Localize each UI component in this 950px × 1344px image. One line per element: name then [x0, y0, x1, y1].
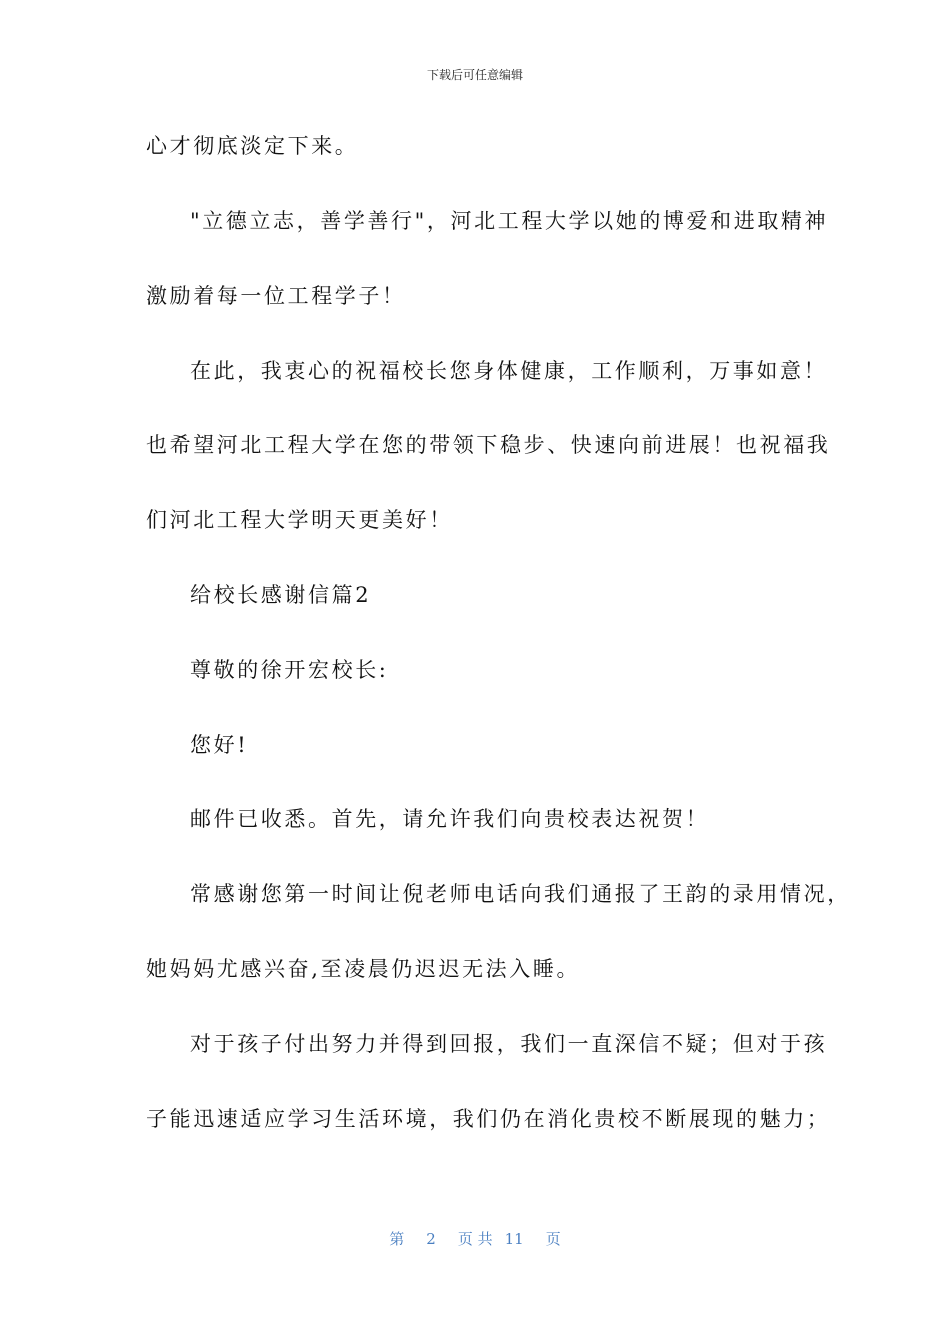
- text-line-4: 在此，我衷心的祝福校长您身体健康，工作顺利，万事如意！: [190, 359, 828, 383]
- footer-prefix: 第: [389, 1230, 405, 1248]
- footer-total-pages: 11: [504, 1230, 524, 1248]
- footer-suffix: 页: [545, 1230, 561, 1248]
- text-line-13: 对于孩子付出努力并得到回报，我们一直深信不疑；但对于孩: [190, 1032, 828, 1056]
- text-line-14: 子能迅速适应学习生活环境，我们仍在消化贵校不断展现的魅力；: [146, 1107, 831, 1131]
- text-line-2: "立德立志，善学善行"，河北工程大学以她的博爱和进取精神: [190, 209, 829, 233]
- greeting: 您好!: [190, 733, 249, 757]
- footer-current-page: 2: [426, 1230, 436, 1248]
- section-heading: 给校长感谢信篇2: [190, 583, 372, 607]
- text-line-5: 也希望河北工程大学在您的带领下稳步、快速向前进展！也祝福我: [146, 433, 831, 457]
- page-header: 下载后可任意编辑: [426, 68, 523, 82]
- footer-middle: 页 共: [457, 1230, 493, 1248]
- salutation: 尊敬的徐开宏校长:: [190, 658, 389, 682]
- text-line-3: 激励着每一位工程学子！: [146, 284, 406, 308]
- text-line-10: 邮件已收悉。首先，请允许我们向贵校表达祝贺！: [190, 807, 710, 831]
- text-line-11: 常感谢您第一时间让倪老师电话向我们通报了王韵的录用情况，: [190, 882, 851, 906]
- page-footer: [0, 1228, 950, 1249]
- text-line-12: 她妈妈尤感兴奋,至凌晨仍迟迟无法入睡。: [146, 957, 581, 981]
- text-line-1: 心才彻底淡定下来。: [146, 134, 359, 158]
- text-line-6: 们河北工程大学明天更美好！: [146, 508, 453, 532]
